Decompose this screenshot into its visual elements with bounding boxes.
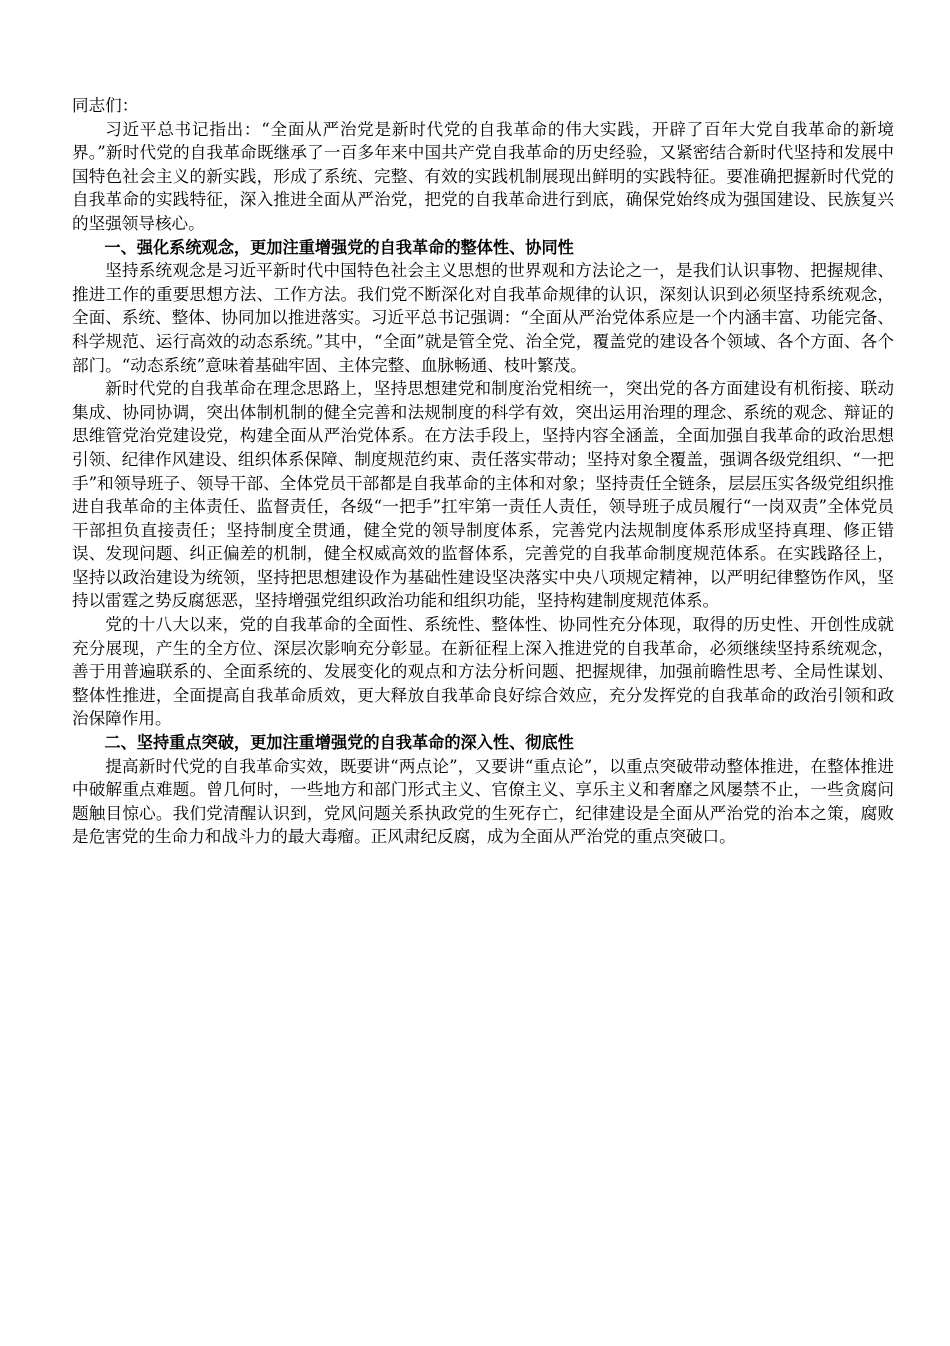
section-heading-2: 二、坚持重点突破，更加注重增强党的自我革命的深入性、彻底性 [104,733,574,753]
section-heading-1: 一、强化系统观念，更加注重增强党的自我革命的整体性、协同性 [104,237,574,257]
salutation: 同志们： [72,96,139,115]
body-paragraph: 党的十八大以来，党的自我革命的全面性、系统性、整体性、协同性充分体现，取得的历史性、开创性成就充分展现，产生的全方位、深层次影响充分彰显。在新征程上深入推进党的自我革命，必须继续坚持系统观念，善于用普遍联系的、全面系统的、发展变化的观点和方法分析问题、把握规律，加强前瞻性思考、全局性谋划、整体性推进，全面提高自我革命质效，更大释放自我革命良好综合效应，充分发挥党的自我革命的政治引领和政治保障作用。 [72,615,894,729]
document-body [72,94,894,849]
body-paragraph: 新时代党的自我革命在理念思路上，坚持思想建党和制度治党相统一，突出党的各方面建设有机衔接、联动集成、协同协调，突出体制机制的健全完善和法规制度的科学有效，突出运用治理的理念、系统的观念、辩证的思维管党治党建设党，构建全面从严治党体系。在方法手段上，坚持内容全涵盖，全面加强自我革命的政治思想引领、纪律作风建设、组织体系保障、制度规范约束、责任落实带动；坚持对象全覆盖，强调各级党组织、“一把手”和领导班子、领导干部、全体党员干部都是自我革命的主体和对象；坚持责任全链条，层层压实各级党组织推进自我革命的主体责任、监督责任，各级“一把手”扛牢第一责任人责任，领导班子成员履行“一岗双责”全体党员干部担负直接责任；坚持制度全贯通，健全党的领导制度体系，完善党内法规制度体系形成坚持真理、修正错误、发现问题、纠正偏差的机制，健全权威高效的监督体系，完善党的自我革命制度规范体系。在实践路径上，坚持以政治建设为统领，坚持把思想建设作为基础性建设坚决落实中央八项规定精神，以严明纪律整饬作风，坚持以雷霆之势反腐惩恶，坚持增强党组织政治功能和组织功能，坚持构建制度规范体系。 [72,379,894,611]
intro-paragraph: 习近平总书记指出：“全面从严治党是新时代党的自我革命的伟大实践，开辟了百年大党自我革命的新境界。”新时代党的自我革命既继承了一百多年来中国共产党自我革命的历史经验，又紧密结合新时代坚持和发展中国特色社会主义的新实践，形成了系统、完整、有效的实践机制展现出鲜明的实践特征。要准确把握新时代党的自我革命的实践特征，深入推进全面从严治党，把党的自我革命进行到底，确保党始终成为强国建设、民族复兴的坚强领导核心。 [72,119,894,233]
body-paragraph: 提高新时代党的自我革命实效，既要讲“两点论”，又要讲“重点论”，以重点突破带动整体推进，在整体推进中破解重点难题。曾几何时，一些地方和部门形式主义、官僚主义、享乐主义和奢靡之风屡禁不止，一些贪腐问题触目惊心。我们党清醒认识到，党风问题关系执政党的生死存亡，纪律建设是全面从严治党的治本之策，腐败是危害党的生命力和战斗力的最大毒瘤。正风肃纪反腐，成为全面从严治党的重点突破口。 [72,756,894,847]
body-paragraph: 坚持系统观念是习近平新时代中国特色社会主义思想的世界观和方法论之一，是我们认识事物、把握规律、推进工作的重要思想方法、工作方法。我们党不断深化对自我革命规律的认识，深刻认识到必须坚持系统观念，全面、系统、整体、协同加以推进落实。习近平总书记强调：“全面从严治党体系应是一个内涵丰富、功能完备、科学规范、运行高效的动态系统。”其中，“全面”就是管全党、治全党，覆盖党的建设各个领域、各个方面、各个部门。“动态系统”意味着基础牢固、主体完整、血脉畅通、枝叶繁茂。 [72,261,894,375]
